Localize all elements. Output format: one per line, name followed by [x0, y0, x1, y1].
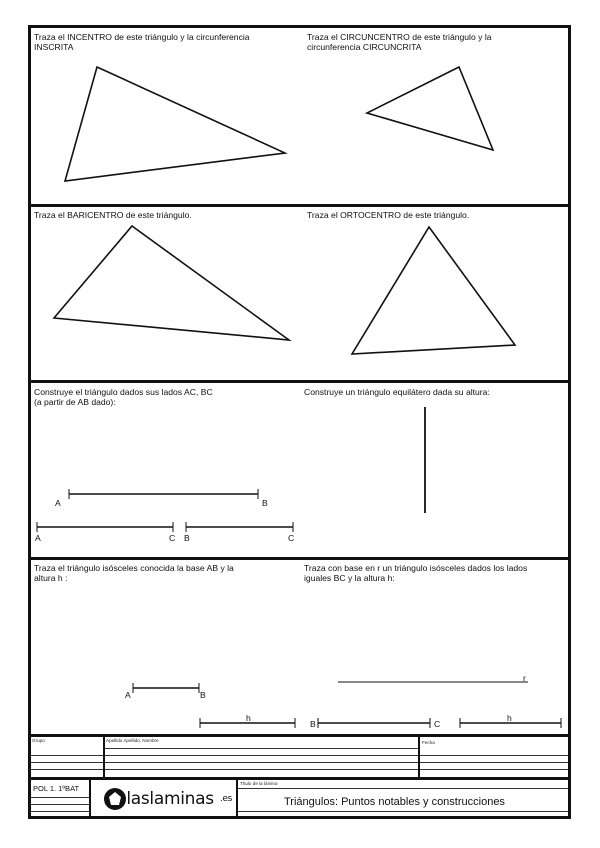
- label-b: B: [184, 533, 190, 543]
- label-a: A: [125, 690, 131, 700]
- triangle-ortocentro: [352, 227, 515, 354]
- sheet-title: Triángulos: Puntos notables y construcciones: [284, 796, 505, 808]
- label-b: B: [262, 498, 268, 508]
- logo-suffix: .es: [219, 794, 232, 804]
- segment-ab: [69, 489, 258, 499]
- label-c: C: [288, 533, 295, 543]
- segment-bc: [186, 522, 293, 532]
- isosceles-base-ab: [133, 683, 199, 693]
- grupo-label: Grupo: [32, 738, 45, 743]
- exercise-equilateral-text: Construye un triángulo equilátero dada su altura:: [304, 387, 490, 397]
- label-h: h: [507, 713, 512, 723]
- exercise-sides-text: Construye el triángulo dados sus lados AC, BC (a partir de AB dado):: [34, 387, 213, 407]
- titulo-label: Título de la lámina: [240, 781, 278, 786]
- footer-divider: [103, 736, 105, 777]
- footer-divider: [418, 736, 420, 777]
- course-label: POL 1. 1ºBAT: [33, 784, 80, 793]
- exercise-isosceles-text: Traza el triángulo isósceles conocida la base AB y la altura h :: [34, 563, 234, 583]
- exercise-ortocentro-text: Traza el ORTOCENTRO de este triángulo.: [307, 210, 470, 220]
- fecha-label: Fecha: [422, 740, 435, 745]
- label-c: C: [169, 533, 176, 543]
- laslaminas-logo: [100, 782, 232, 816]
- exercise-isosceles-r-text: Traza con base en r un triángulo isósceles dados los lados iguales BC y la altura h:: [304, 563, 528, 583]
- triangle-incentro: [65, 67, 285, 181]
- label-c: C: [434, 719, 441, 729]
- footer-divider: [89, 779, 91, 819]
- isosceles-side-bc: [318, 718, 430, 728]
- triangle-circuncentro: [367, 67, 493, 150]
- label-h: h: [246, 713, 251, 723]
- label-b: B: [310, 719, 316, 729]
- segment-ac: [37, 522, 173, 532]
- apellidos-label: Apellido Apellido, Nombre: [106, 738, 159, 743]
- logo-text: laslaminas: [126, 789, 214, 809]
- label-r: r: [523, 673, 526, 683]
- triangle-baricentro: [54, 226, 289, 340]
- label-b: B: [200, 690, 206, 700]
- label-a: A: [55, 498, 61, 508]
- exercise-incentro-text: Traza el INCENTRO de este triángulo y la circunferencia INSCRITA: [34, 32, 250, 52]
- label-a: A: [35, 533, 41, 543]
- exercise-circuncentro-text: Traza el CIRCUNCENTRO de este triángulo y la circunferencia CIRCUNCRITA: [307, 32, 492, 52]
- exercise-baricentro-text: Traza el BARICENTRO de este triángulo.: [34, 210, 192, 220]
- footer-divider: [236, 779, 238, 819]
